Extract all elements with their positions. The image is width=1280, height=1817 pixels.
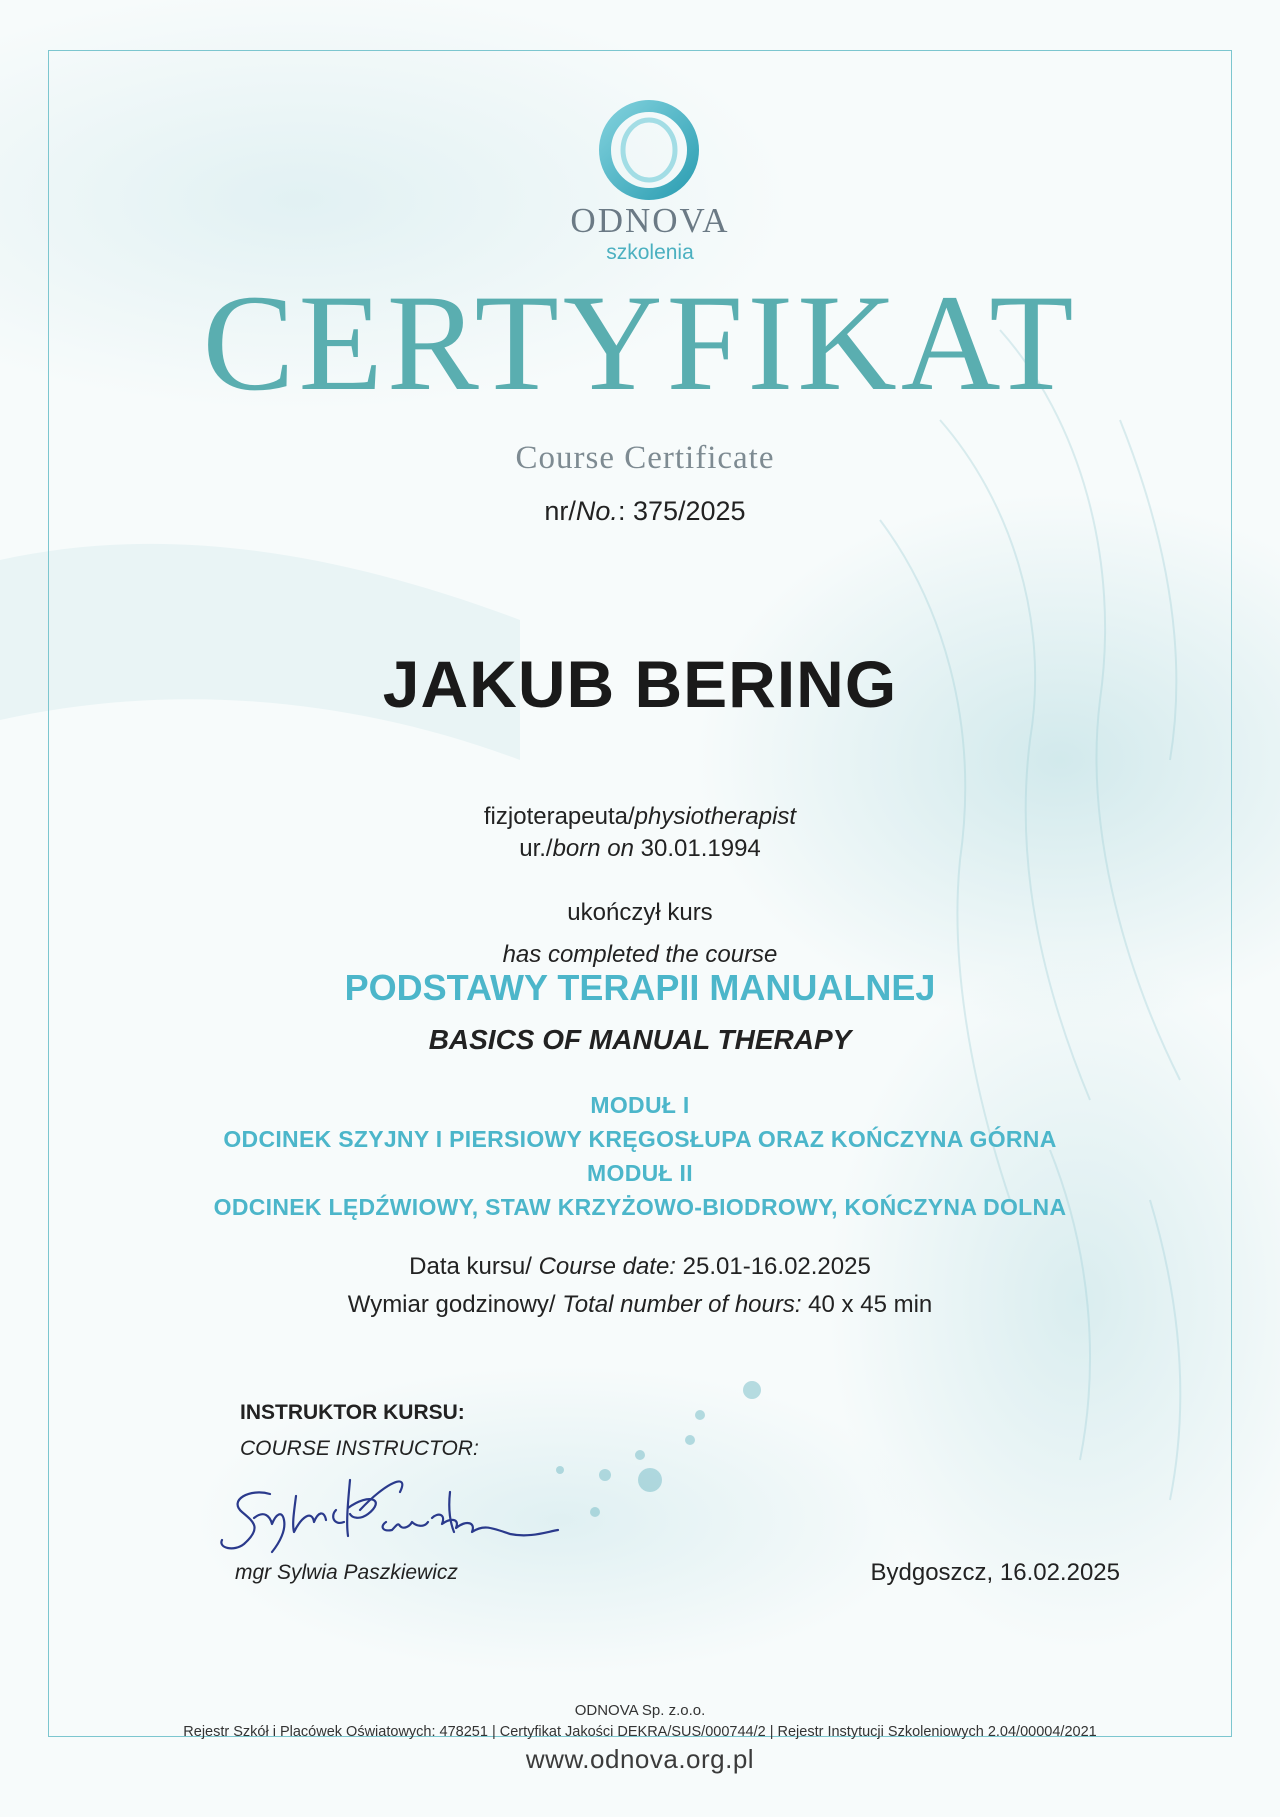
hours-label-en: Total number of hours: [562,1291,802,1318]
born-label-pl: ur./ [519,835,553,862]
number-value: : 375/2025 [617,496,746,526]
hours-value: 40 x 45 min [801,1291,933,1318]
brand-name: ODNOVA [570,201,730,240]
odnova-logo-icon [584,95,714,205]
footer-registry: Rejestr Szkół i Placówek Oświatowych: 478251 | Certyfikat Jakości DEKRA/SUS/000744/2 | Rejestr Instytucji Szkoleniowych 2.04/00004/2021 [183,1724,1097,1740]
instructor-label-pl: INSTRUKTOR KURSU: [240,1401,465,1424]
completed-en: has completed the course [502,941,778,968]
instructor-label-en: COURSE INSTRUCTOR: [240,1437,479,1460]
certificate-title: CERTYFIKAT [202,266,1078,419]
instructor-signature [210,1452,580,1562]
completed-pl: ukończył kurs [567,899,713,926]
module-2-label: MODUŁ II [587,1160,693,1186]
course-date [160,1252,1120,1282]
course-date-label-pl: Data kursu/ [409,1253,539,1280]
course-title-pl: PODSTAWY TERAPII MANUALNEJ [344,967,936,1008]
module-1-label: MODUŁ I [590,1092,690,1118]
certificate-number [380,494,910,528]
recipient-birth [160,834,1120,864]
recipient-profession [160,802,1120,832]
profession-pl: fizjoterapeuta/ [483,803,635,830]
hours-label-pl: Wymiar godzinowy/ [347,1291,563,1318]
certificate-subtitle: Course Certificate [515,440,775,476]
module-2-desc: ODCINEK LĘDŹWIOWY, STAW KRZYŻOWO-BIODROWY, KOŃCZYNA DOLNA [213,1194,1067,1220]
course-title-en: BASICS OF MANUAL THERAPY [428,1024,852,1055]
born-date: 30.01.1994 [633,835,761,862]
footer-company: ODNOVA Sp. z.o.o. [574,1702,706,1719]
number-label-en: No. [575,496,618,526]
brand-subtitle: szkolenia [606,241,694,264]
profession-en: physiotherapist [634,803,797,830]
recipient-name: JAKUB BERING [382,647,898,721]
born-label-en: born on [552,835,634,862]
number-label-pl: nr/ [544,496,576,526]
course-date-value: 25.01-16.02.2025 [675,1253,871,1280]
course-date-label-en: Course date: [538,1253,676,1280]
place-and-date: Bydgoszcz, 16.02.2025 [870,1559,1120,1586]
module-1-desc: ODCINEK SZYJNY I PIERSIOWY KRĘGOSŁUPA ORAZ KOŃCZYNA GÓRNA [223,1126,1057,1152]
course-hours [160,1290,1120,1320]
footer-website: www.odnova.org.pl [525,1744,755,1774]
instructor-name: mgr Sylwia Paszkiewicz [235,1561,458,1584]
